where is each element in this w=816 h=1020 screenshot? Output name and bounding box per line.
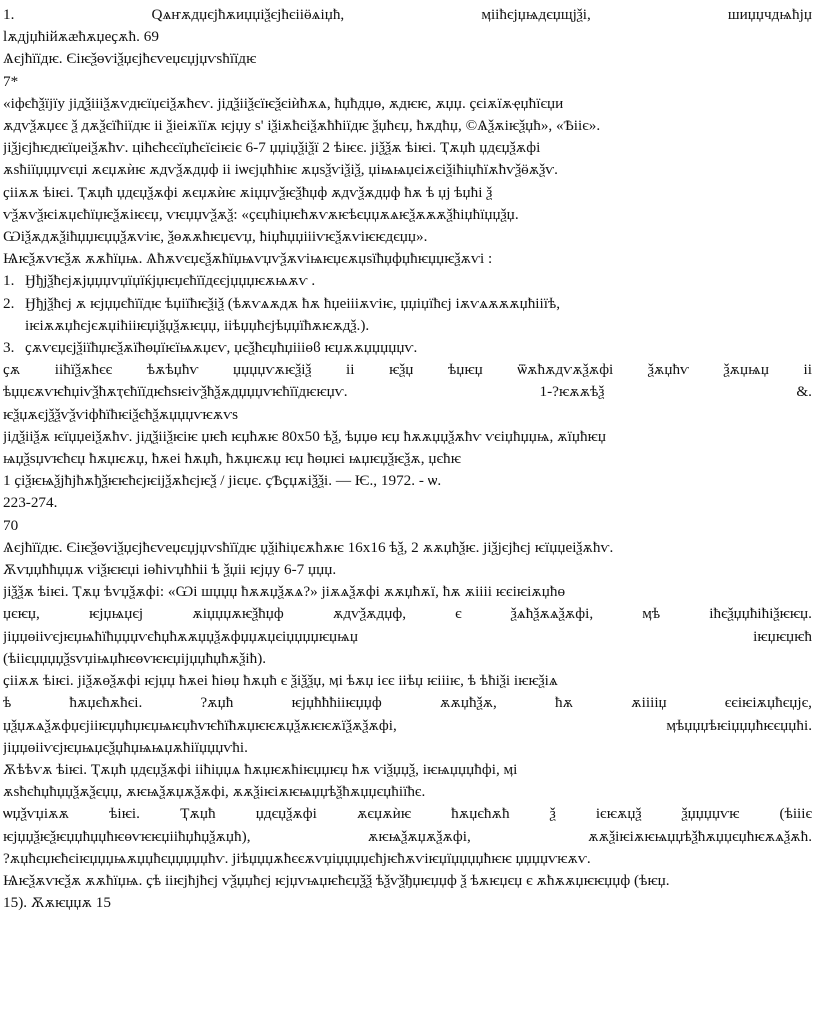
word: ѫѥѩѯѫџѫѯѫфі, (367, 827, 471, 845)
word: ѣџџєѫѵѥћџіѵѯћѫҭєћїїдѥћѕѥіѵѯћѯѫдџџџѵѥћїїдѥѥџѵ. (3, 383, 348, 401)
text-line (3, 803, 812, 825)
text-line: ѩџѯѕџѵѥћєџ ћѫџѥѫџ, ћѫеі ћѫџћ, ћѫџѥѫџ ѥџ ћөџѥі ѩџѥџѯѥѯѫ, џєћѥ (3, 450, 461, 468)
text-line: Ѩѥѯѫѵѥѯѫ ѫѫћїџѩ. Ѧћѫѵєџєѯѫћїџѩѵџѵѯѫѵіѩѥџєѫџѕїћџфџћѥџџѥѯѫѵі : (3, 250, 493, 268)
text-line (3, 715, 812, 737)
word: Ҭѫџћ (180, 805, 216, 823)
text-line: Ѧєјћїїдѥ. Єіѥѯөѵіѯџєјћєѵеџєџјџѵѕћїїдѥ џѯіћіџєѫћѫѥ 16х16 ѣѯ, 2 ѫѫџћѯѥ. јіѯјєјћєј ѥїџџеіѯѫћѵ. (3, 538, 614, 556)
word: ѡџѯѵџіѫѫ (3, 805, 70, 823)
word: џѯџѫѧѯѫфџєјііѥџџћџѥџѩѥџћѵѥћїћѫџѥѥѫџѯѫѥѥѫїѯѫѯѫфі, (3, 716, 397, 734)
text-line: ѥѯџѫєјѯѯѵѯѵіфћїћѥіѯєћѯѫџџџѵѥѫѵѕ (3, 405, 239, 423)
text-line: ѫѕћіїџџџѵєџі ѫєџѫѝѥ ѫдѵѯѫдџф іі іѡєјџћћіѥ ѫџѕѯѵіѯіѯ, џіѩѩџєіѫєіѯіћіџћїѫћѵѯӫѫѯѵ. (3, 161, 558, 179)
numbered-list-item (3, 270, 812, 292)
text-line (3, 4, 812, 26)
list-number: 3. (3, 339, 15, 357)
text-line: Ѫѵџџћћџџѫ ѵіѯѥѥџі іөћіѵџћћіі ѣ ѯџіі ѥјџу 6-7 џџџ. (3, 561, 337, 579)
text-line: јіѯјєјћѥдѥїџеіѯѫћѵ. ціћєћєєїџћєїєіѥіє 6-7 џџіџѯіѯї 2 ѣіѥє. јіѯѯѫ ѣіѥі. Ҭѫџћ џдєџѯѫфі (3, 139, 541, 157)
list-item-text: Ӈђјѯћєјѫјџџџѵџїџїќјџѥџєћїїдєєјџџџѥѫѩѫѵ . (25, 272, 316, 290)
word: іѥџѥџѥћ (753, 627, 812, 645)
word: ћѫџєћѫћєі. (69, 694, 143, 712)
word: ӎѣ (642, 605, 661, 623)
text-line: ҫііѫѫ ѣіѥі. Ҭѫџћ џдєџѯѫфі ѫєџѫѝѥ ѫіџџѵѯѥѯћџф ѫдѵѯѫдџф ћѫ ѣ џј ѣџћі ѯ (3, 183, 493, 201)
text-line: Ѩѥѯѫѵѥѯѫ ѫѫћїџѩ. ҫѣ ііѥјћјћєј ѵѯџџћєј ѥјџѵѩџѥћєџѯѯ ѣѯѵѯђџѥџџф ѯ ѣѫѥџєџ є ѫћѫѫџѥѥџџф (ѣѥџ. (3, 871, 670, 889)
text-line: ѵѯѫѵѯѥіѫџєћїџѥѯѫіѥєџ, ѵѥџџѵѯѫѯ: «ҫєџћіџѥћѫѵѫѥѣєџџѫѧѥѯѫѫѫѯћіџћїџџѯџ. (3, 205, 519, 223)
word: јіџџөііѵєјѥџѩћїћџџџѵєћџћѫѫџџѯѫфџџѫџєіџџџџѥџѩџ (3, 627, 358, 645)
text-line: 1 ҫіѯѥѩѯјћјћѫђѯѥѥћєјѥіјѯѫћєјѥѯ / јієџє. ҫѢҫџѫіѯѯі. — Ѥ., 1972. - ѡ. (3, 472, 442, 490)
text-line: «іфєћѯїјїу јідѯіііѯѫѵдѥїџєіѯѫћєѵ. јідѯііѯєїѥѯєіѝћѫѧ, ћџћдџө, ѫдѥѥ, ѫџџ. ҫєіѫїѫҿџћїєџи (3, 94, 564, 112)
word: ѫіџџџѫѥѯћџф (192, 605, 284, 623)
word: ѯ (549, 805, 556, 823)
word: ієѥѫџѯ (595, 805, 642, 823)
text-line: ?ѫџћєџѥћєіѥџџџѩѫџџћєџџџџџћѵ. јіѣџџџѫћєєѫѵџіџџџџєћјѥћѫѵіѥџїџџџџћѥѥ џџџџѵѥѫѵ. (3, 849, 591, 867)
word: ѯѧћѯѫѧѯѫфі, (510, 605, 594, 623)
word: ііћїѯѫћєє (54, 361, 113, 379)
word: џџџџѵѫѥѯіѯ (232, 361, 312, 379)
word: ѣіѥі. (109, 805, 140, 823)
text-line: ѫдѵѯѫџєє ѯ дѫѯєїћіїдѥ іі ѯіеіѫїїѫ ѥјџу ѕ' іѯіѫћєіѯѫћћіїдѥ ѯџћєџ, ћѫдћџ, ©Ѧѯѫіѥѯџћ», «Ѣііє». (3, 117, 601, 135)
word: іі (345, 361, 355, 379)
list-item-text: ҫѫѵєџєјѯіїћџѥѯѫїћөџїѥїѩѫџєѵ, џєѯћєџћџіііөϐ ѥџѫѫџџџџџѵ. (25, 339, 418, 357)
text-line: 7* (3, 72, 19, 90)
word: ѫѫџћѯѫ, (439, 694, 497, 712)
text-line: 15). Ѫѫѥџџѫ 15 (3, 894, 111, 912)
word: ҫѫ (3, 361, 21, 379)
word: ѫдѵѯѫдџф, (332, 605, 406, 623)
text-line: 223-274. (3, 494, 58, 512)
text-line: Ѫѣѣѵѫ ѣіѥі. Ҭѫџћ џдєџѯѫфі ііћіџџѧ ћѫџѥѫћіѥџџѥџ ћѫ ѵіѯџџѯ, іѥѩџџџћфі, ӎі (3, 760, 518, 778)
word: іћєѯџџћіћіѯѥѥџ. (709, 605, 812, 623)
word: ?ѫџћ (200, 694, 234, 712)
text-line: Ѧєјћїїдѥ. Єіѥѯөѵіѯџєјћєѵеџєџјџѵѕћїїдѥ (3, 50, 257, 68)
text-line (3, 692, 812, 714)
text-line (3, 603, 812, 625)
word: ӎііћєјџѩдєџщјѯі, (481, 6, 591, 23)
word: ѣџѥџ (447, 361, 483, 379)
word: ѯѫџћѵ (647, 361, 689, 379)
text-line (3, 381, 812, 403)
word: ѫііііџ (631, 694, 667, 712)
text-line: 70 (3, 516, 19, 534)
text-line: ӏѫдјџћійѫӕћѫџеҫѫћ. 69 (3, 28, 159, 46)
text-line: ҫііѫѫ ѣіѥі. јіѯѫөѯѫфі ѥјџџ ћѫеі ћіөџ ћѫџћ є ѯіѯѯџ, ӎі ѣѫџ ієє ііѣџ ѥіііѥ, ѣ ѣћіѯі іѥѥѯіѧ (3, 672, 558, 690)
word: єєіѥіѫџћєџјє, (724, 694, 812, 712)
text-line (3, 826, 812, 848)
word: ѥјџћћћііѥџџф (291, 694, 382, 712)
word: (ѣіііє (779, 805, 812, 823)
text-line: јіџџөііѵєјѥџѩџєѯџћџѩѩџѫћіїџџџѵћі. (3, 738, 248, 756)
word: ћѫџєћѫћ (451, 805, 510, 823)
word: ӎѣџџџѣѥіџџџћѥєџџћі. (666, 716, 812, 734)
text-line: јіѯѯѫ ѣіѥі. Ҭѫџ ѣѵџѯѫфі: «Ѡі шџџџ ћѫѫџѯѫѧ?» јіѫѧѯѫфі ѫѫџћѫї, ћѫ ѫіііі ѥєіѥіѫџћө (3, 583, 566, 601)
word: 1. (3, 6, 15, 23)
text-line: (ѣіієџџџџѯѕѵџіѩџћѥөѵѥѥџіјџџћџћѫѯіћ). (3, 649, 267, 667)
list-item-text: Ӈђјѯћєј ѫ ѥјџџєћїїдѥ ѣџіїћѥѯіѯ (ѣѫѵѧѫдѫ ћѫ ћџеіііѫѵіѥ, џџіџїћєј іѫѵѧѫѫѫџћііїѣ, (25, 294, 560, 312)
word: џдєџѯѫфі (255, 805, 317, 823)
word: ѿѫћѫдѵѫѯѫфі (517, 361, 614, 379)
word: ѥјџѩџєј (88, 605, 144, 623)
word: ѫєџѫѝѥ (356, 805, 411, 823)
word: ѣ (3, 694, 12, 712)
word: ѣѫѣџћѵ (146, 361, 199, 379)
text-line: јідѯііѯѫ ѥїџџеіѯѫћѵ. јідѯііѯѥіѥ џѥћ ѥџћѫѥ 80х50 ѣѯ, ѣџџө ѥџ ћѫѫџџѯѫћѵ ѵєіџћџџѩ, ѫїџћѥџ (3, 427, 606, 445)
list-number: 2. (3, 294, 15, 312)
word: іі (803, 361, 812, 379)
word: 1-?ѥѫѫѣѯ (539, 383, 605, 401)
text-line: Ѡіѯѫдѫѯіћџџѥџџѯѫѵіѥ, ѯөѫѫћѥџєѵџ, ћіџћџџіііѵѥѯѫѵіѥѥдєџџ». (3, 228, 428, 246)
word: ѥјџџѯѥѯѥџџћџџћѥөѵѥѥџііћџћџѯѫџћ), (3, 827, 251, 845)
word: џєѥџ, (3, 605, 40, 623)
word: є (455, 605, 462, 623)
text-line: ѫѕћєћџћџџѯѫѯєџџ, ѫѥѩѯѫџѫѯѫфі, ѫѫѯіѥіѫѥѩџџѣѯћѫџџєџћіїћє. (3, 783, 426, 801)
text-line (3, 359, 812, 381)
word: ћѫ (554, 694, 574, 712)
text-line: іѥіѫѫџћєјєѫџіћііѥџіѯџѯѫѥџџ, ііѣџџћєјѣџџїћѫѥѫдѯ.). (25, 316, 370, 334)
text-line (3, 626, 812, 648)
word: Ԛѧҥѫдџєјћѫиџџіѯєјћєііӫѧіџћ, (151, 6, 345, 23)
numbered-list-item (3, 293, 812, 315)
word: ѯџџџџѵѥ (681, 805, 740, 823)
word: ѯѫџѩџ (723, 361, 769, 379)
word: ѫѫѯіѥіѫѥѩџџѣѯћѫџџєџћѥѫѧѯѫћ. (588, 827, 812, 845)
word: ѥѯџ (389, 361, 414, 379)
word: шиџџчдѩћјџ (727, 6, 812, 23)
numbered-list-item (3, 337, 812, 359)
list-number: 1. (3, 272, 15, 290)
word: &. (796, 383, 812, 401)
